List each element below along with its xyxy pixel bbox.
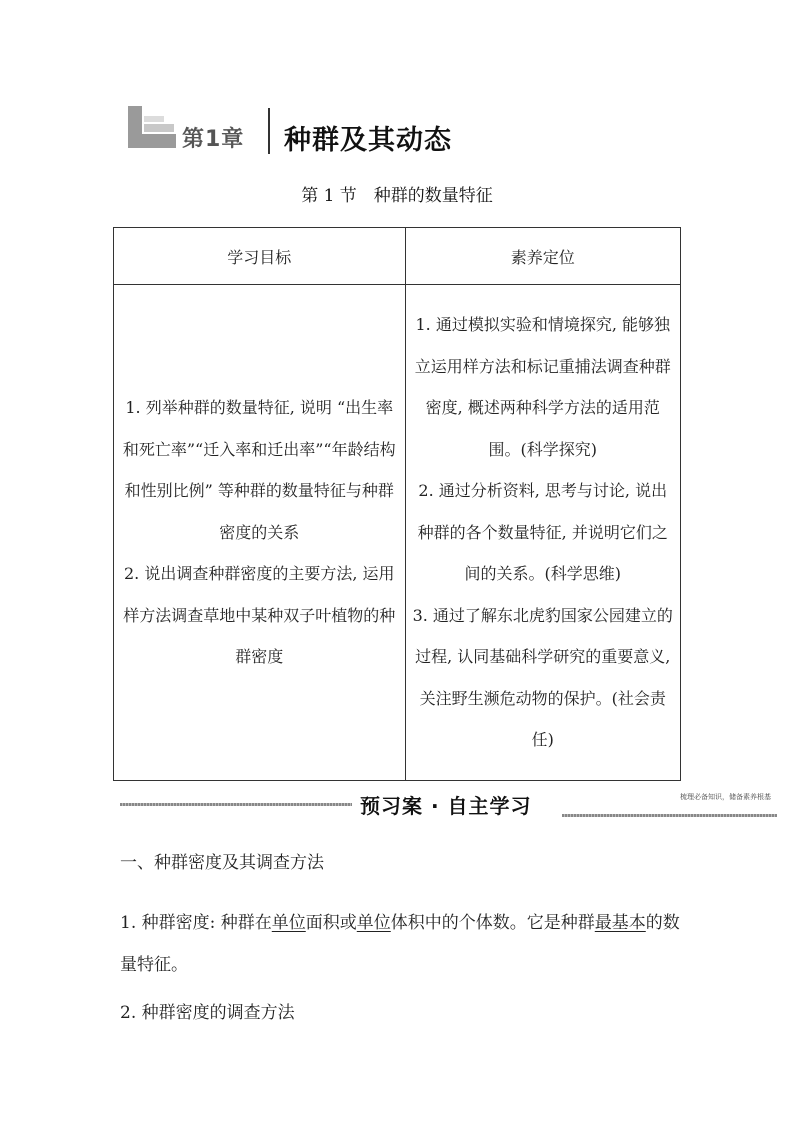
competency-2: 2. 通过分析资料, 思考与讨论, 说出种群的各个数量特征, 并说明它们之间的关系。(科学思维) [417, 481, 668, 584]
banner-line-right [562, 814, 777, 817]
table-header-row [114, 228, 681, 285]
banner-line-left [120, 803, 352, 806]
chapter-header [126, 104, 686, 156]
chapter-logo-icon [126, 104, 178, 152]
header-learning-goals: 学习目标 [114, 228, 406, 285]
chapter-title: 种群及其动态 [284, 125, 452, 156]
competency-cell [405, 285, 681, 781]
text-segment: 的数量特征。 [120, 913, 680, 975]
section-title: 第 1 节 种群的数量特征 [301, 186, 493, 206]
text-segment: 面积或 [305, 913, 357, 933]
paragraph-density-definition [120, 902, 680, 986]
underlined-term: 最基本 [594, 913, 646, 933]
learning-goal-2: 2. 说出调查种群密度的主要方法, 运用样方法调查草地中某种双子叶植物的种群密度 [123, 564, 396, 667]
chapter-divider [268, 108, 270, 154]
banner-label: 预习案 · 自主学习 [360, 794, 532, 818]
banner-note: 梳理必备知识，储备素养根基 [680, 793, 771, 801]
text-segment: 体积中的个体数。它是种群 [390, 913, 595, 933]
underlined-term: 单位 [356, 913, 391, 933]
text-segment: 1. 种群密度: 种群在 [120, 913, 272, 933]
heading-survey-methods: 2. 种群密度的调查方法 [120, 1003, 295, 1023]
heading-population-density: 一、种群密度及其调查方法 [120, 853, 324, 873]
preview-banner [120, 790, 780, 820]
competency-1: 1. 通过模拟实验和情境探究, 能够独立运用样方法和标记重捕法调查种群密度, 概述两种科学方法的适用范围。(科学探究) [414, 315, 671, 459]
chapter-number: 第1章 [182, 127, 245, 152]
competency-3: 3. 通过了解东北虎豹国家公园建立的过程, 认同基础科学研究的重要意义, 关注野生濒危动物的保护。(社会责任) [412, 605, 673, 750]
table-body-row [114, 285, 681, 781]
goals-table [113, 227, 681, 781]
underlined-term: 单位 [271, 913, 306, 933]
header-competency: 素养定位 [405, 228, 681, 285]
learning-goal-1: 1. 列举种群的数量特征, 说明 “出生率和死亡率”“迁入率和迁出率”“年龄结构和性别比例” 等种群的数量特征与种群密度的关系 [122, 398, 396, 542]
learning-goals-cell [114, 285, 406, 781]
